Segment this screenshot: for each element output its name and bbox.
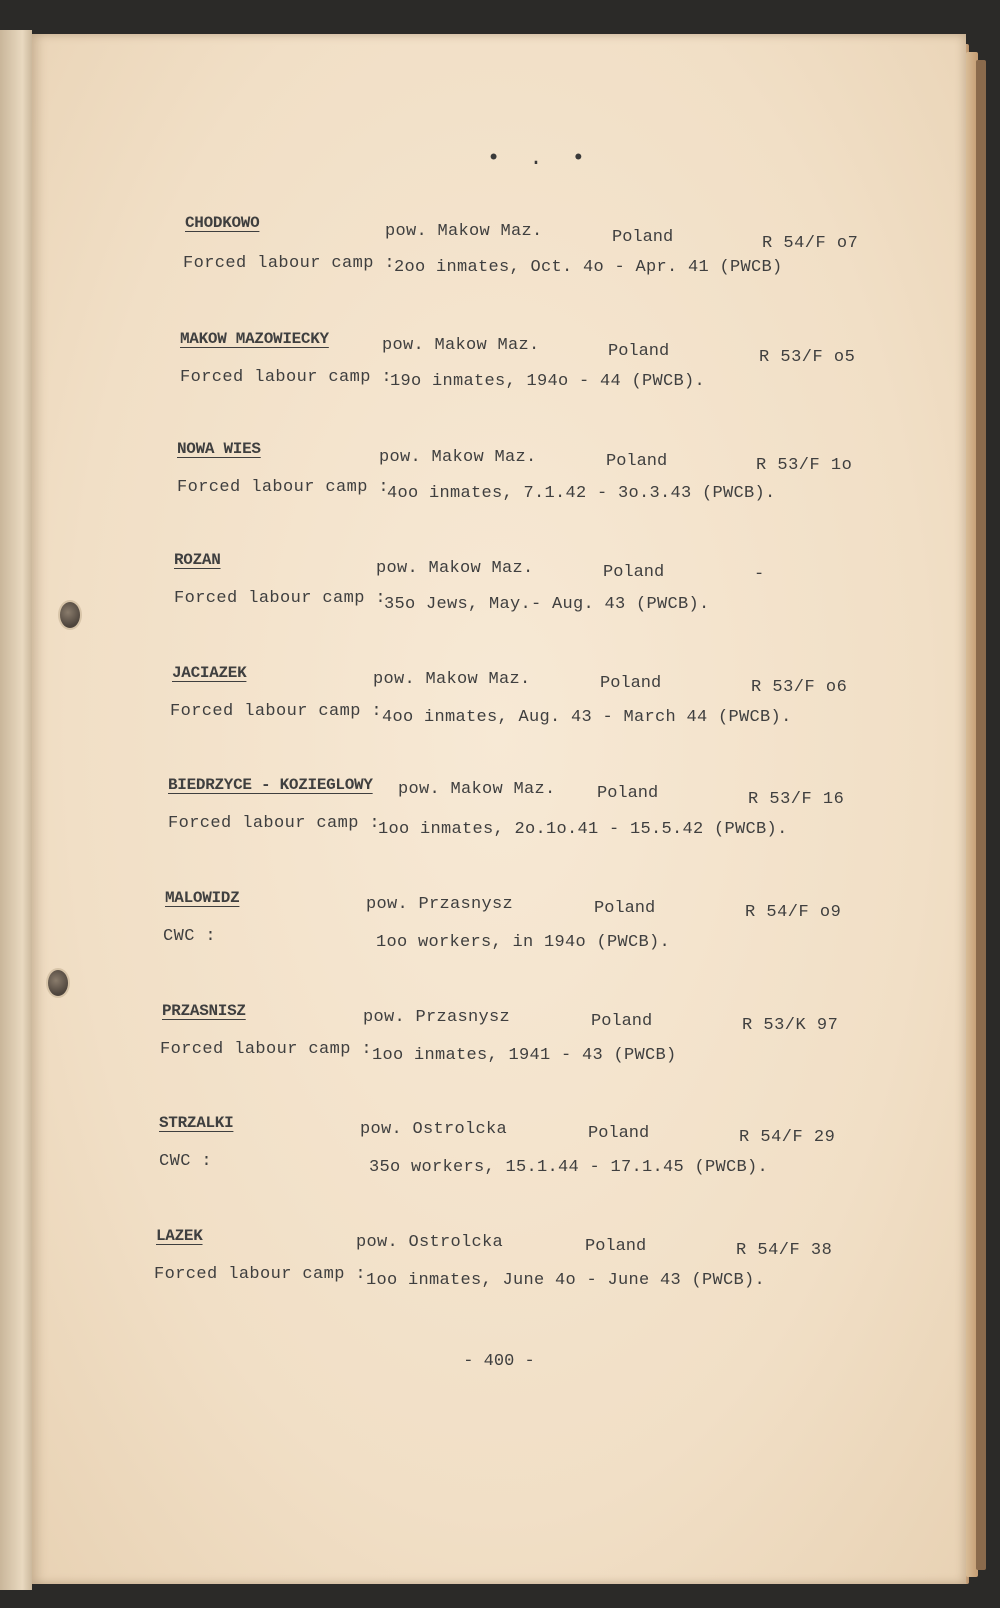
camp-detail: 4oo inmates, 7.1.42 - 3o.3.43 (PWCB). (387, 484, 776, 503)
reference-code: R 54/F 29 (739, 1128, 836, 1147)
camp-detail: 35o workers, 15.1.44 - 17.1.45 (PWCB). (369, 1158, 769, 1177)
district: pow. Makow Maz. (382, 336, 540, 355)
district: pow. Makow Maz. (373, 670, 531, 689)
reference-code: R 53/K 97 (742, 1016, 839, 1035)
list-item (32, 776, 966, 866)
district: pow. Przasnysz (363, 1008, 511, 1027)
reference-code: R 53/F o6 (751, 678, 848, 697)
country: Poland (597, 784, 659, 803)
camp-type: Forced labour camp : (160, 1040, 373, 1059)
camp-type: Forced labour camp : (170, 702, 383, 721)
place-name: LAZEK (156, 1227, 203, 1245)
camp-type: Forced labour camp : (154, 1265, 367, 1284)
camp-type: Forced labour camp : (177, 478, 390, 497)
country: Poland (594, 899, 656, 918)
list-item (32, 1114, 966, 1204)
list-item (32, 214, 966, 304)
document-page (32, 34, 966, 1584)
camp-detail: 2oo inmates, Oct. 4o - Apr. 41 (PWCB) (394, 258, 783, 277)
district: pow. Makow Maz. (385, 222, 543, 241)
place-name: CHODKOWO (185, 214, 260, 232)
place-name: BIEDRZYCE - KOZIEGLOWY (168, 776, 373, 794)
reference-code: - (754, 565, 765, 584)
camp-detail: 19o inmates, 194o - 44 (PWCB). (390, 372, 706, 391)
country: Poland (600, 674, 662, 693)
district: pow. Makow Maz. (398, 780, 556, 799)
camp-detail: 1oo inmates, June 4o - June 43 (PWCB). (366, 1271, 766, 1290)
page-number: - 400 - (463, 1352, 535, 1371)
list-item (32, 1002, 966, 1092)
top-mark: • . • (487, 146, 594, 171)
reference-code: R 53/F 16 (748, 790, 845, 809)
country: Poland (603, 563, 665, 582)
place-name: MALOWIDZ (165, 889, 240, 907)
country: Poland (612, 228, 674, 247)
country: Poland (608, 342, 670, 361)
country: Poland (588, 1124, 650, 1143)
reference-code: R 54/F 38 (736, 1241, 833, 1260)
camp-type: CWC : (159, 1152, 213, 1171)
camp-type: Forced labour camp : (174, 589, 387, 608)
camp-type: Forced labour camp : (180, 368, 393, 387)
reference-code: R 53/F 1o (756, 456, 853, 475)
district: pow. Ostrolcka (356, 1233, 504, 1252)
place-name: PRZASNISZ (162, 1002, 246, 1020)
list-item (32, 889, 966, 979)
place-name: NOWA WIES (177, 440, 261, 458)
country: Poland (606, 452, 668, 471)
previous-page-edge (0, 30, 32, 1590)
camp-type: Forced labour camp : (168, 814, 381, 833)
place-name: STRZALKI (159, 1114, 234, 1132)
place-name: MAKOW MAZOWIECKY (180, 330, 329, 348)
camp-type: CWC : (163, 927, 217, 946)
district: pow. Ostrolcka (360, 1120, 508, 1139)
camp-type: Forced labour camp : (183, 254, 396, 273)
reference-code: R 54/F o9 (745, 903, 842, 922)
country: Poland (585, 1237, 647, 1256)
district: pow. Przasnysz (366, 895, 514, 914)
place-name: JACIAZEK (172, 664, 247, 682)
camp-detail: 35o Jews, May.- Aug. 43 (PWCB). (384, 595, 710, 614)
country: Poland (591, 1012, 653, 1031)
list-item (32, 551, 966, 641)
list-item (32, 440, 966, 530)
camp-detail: 1oo inmates, 2o.1o.41 - 15.5.42 (PWCB). (378, 820, 788, 839)
district: pow. Makow Maz. (376, 559, 534, 578)
district: pow. Makow Maz. (379, 448, 537, 467)
place-name: ROZAN (174, 551, 221, 569)
reference-code: R 54/F o7 (762, 234, 859, 253)
list-item (32, 330, 966, 420)
camp-detail: 1oo inmates, 1941 - 43 (PWCB) (372, 1046, 677, 1065)
camp-detail: 1oo workers, in 194o (PWCB). (376, 933, 671, 952)
list-item (32, 664, 966, 754)
list-item (32, 1227, 966, 1317)
page-stack-edge (976, 60, 986, 1570)
camp-detail: 4oo inmates, Aug. 43 - March 44 (PWCB). (382, 708, 792, 727)
reference-code: R 53/F o5 (759, 348, 856, 367)
